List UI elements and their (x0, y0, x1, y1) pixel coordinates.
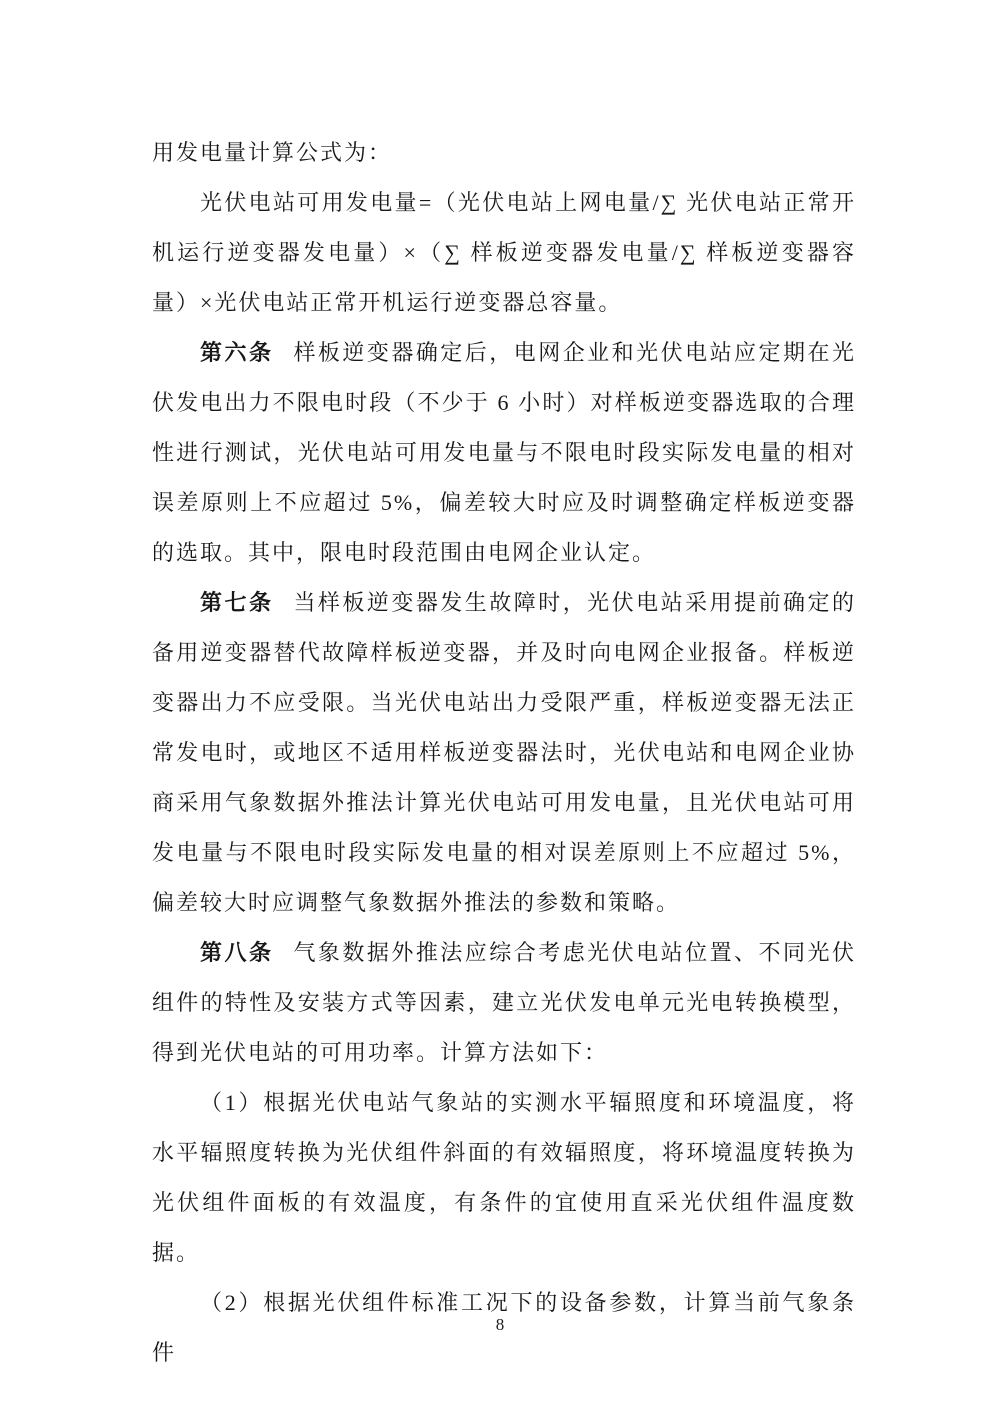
document-body (152, 128, 856, 1378)
paragraph-article-7 (152, 578, 856, 928)
paragraph-text: （2）根据光伏组件标准工况下的设备参数，计算当前气象条件 (152, 1290, 856, 1365)
article-number-8: 第八条 (200, 940, 274, 965)
paragraph-item-1 (152, 1078, 856, 1278)
paragraph-article-6 (152, 328, 856, 578)
paragraph-text: 气象数据外推法应综合考虑光伏电站位置、不同光伏组件的特性及安装方式等因素，建立光伏发电单元光电转换模型，得到光伏电站的可用功率。计算方法如下： (152, 940, 856, 1065)
paragraph-continuation (152, 128, 856, 178)
paragraph-article-8 (152, 928, 856, 1078)
paragraph-formula (152, 178, 856, 328)
paragraph-text: 当样板逆变器发生故障时，光伏电站采用提前确定的备用逆变器替代故障样板逆变器，并及时向电网企业报备。样板逆变器出力不应受限。当光伏电站出力受限严重，样板逆变器无法正常发电时，或地区不适用样板逆变器法时，光伏电站和电网企业协商采用气象数据外推法计算光伏电站可用发电量，且光伏电站可用发电量与不限电时段实际发电量的相对误差原则上不应超过 5%，偏差较大时应调整气象数据外推法的参数和策略。 (152, 590, 856, 915)
paragraph-text: 样板逆变器确定后，电网企业和光伏电站应定期在光伏发电出力不限电时段（不少于 6 小时）对样板逆变器选取的合理性进行测试，光伏电站可用发电量与不限电时段实际发电量的相对误差原则上不应超过 5%，偏差较大时应及时调整确定样板逆变器的选取。其中，限电时段范围由电网企业认定。 (152, 340, 856, 565)
paragraph-text: 用发电量计算公式为： (152, 140, 393, 165)
paragraph-text: （1）根据光伏电站气象站的实测水平辐照度和环境温度，将水平辐照度转换为光伏组件斜面的有效辐照度，将环境温度转换为光伏组件面板的有效温度，有条件的宜使用直采光伏组件温度数据。 (152, 1090, 856, 1265)
page-number: 8 (495, 1315, 505, 1334)
article-number-7: 第七条 (200, 590, 274, 615)
paragraph-text: 光伏电站可用发电量=（光伏电站上网电量/∑ 光伏电站正常开机运行逆变器发电量）×（∑ 样板逆变器发电量/∑ 样板逆变器容量）×光伏电站正常开机运行逆变器总容量。 (152, 190, 856, 315)
article-number-6: 第六条 (200, 340, 274, 365)
